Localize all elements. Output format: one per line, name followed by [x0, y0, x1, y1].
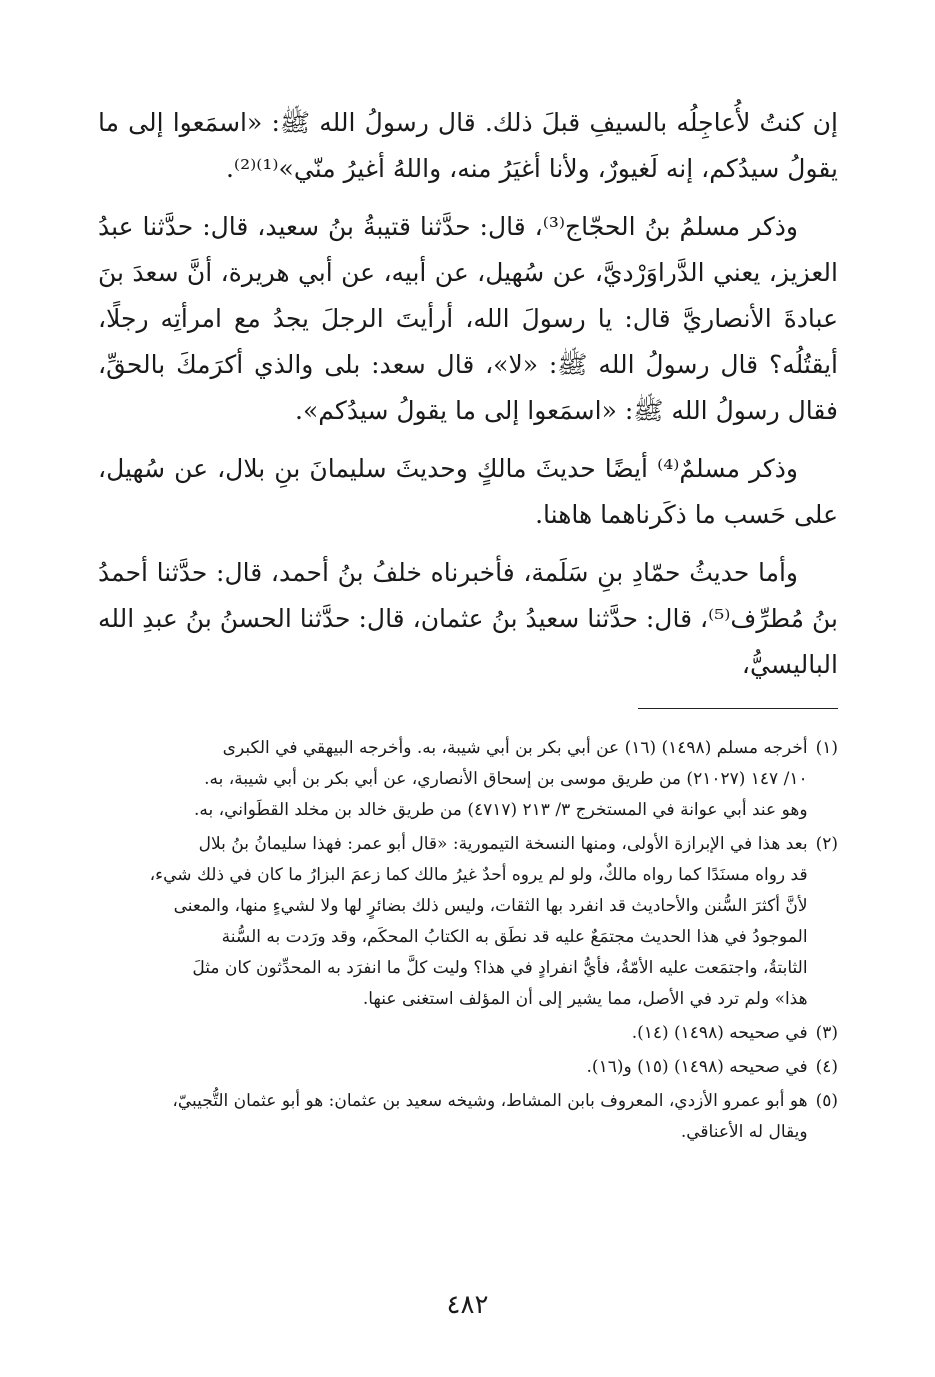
footnote-line: بعد هذا في الإبرازة الأولى، ومنها النسخة التيمورية: «قال أبو عمر: فهذا سليمانُ بنُ بلال: [198, 834, 808, 854]
footnote-line: الثابتةُ، واجتمَعت عليه الأمّةُ، فأيُّ انفرادٍ في هذا؟ وليت كلَّ ما انفرَد به المحدِّثون كان مثلَ: [192, 958, 808, 978]
paragraph-4: وأما حديثُ حمّادِ بنِ سَلَمة، فأخبرناه خلفُ بنُ أحمد، قال: حدَّثنا أحمدُ بنُ مُطرِّف⁽⁵⁾، قال: حدَّثنا سعيدُ بنُ عثمان، قال: حدَّثنا الحسنُ بنُ عبدِ الله الباليسيُّ،: [98, 558, 839, 679]
footnote-line: لأنَّ أكثرَ السُّنن والأحاديث قد انفرد بها الثقات، وليس ذلك بضائرٍ لها ولا لشيءٍ منها، والمعنى: [173, 896, 808, 916]
footnote-divider: [638, 708, 838, 709]
footnote-number: (١): [815, 738, 838, 758]
footnote-line: ١٠/ ١٤٧ (٢١٠٢٧) من طريق موسى بن إسحاق الأنصاري، عن أبي بكر بن أبي شيبة، به.: [204, 769, 808, 789]
footnote-line: في صحيحه (١٤٩٨) (١٤).: [631, 1023, 808, 1043]
footnote-body: [98, 829, 808, 1015]
footnote-4: [98, 1052, 838, 1083]
footnote-line: هو أبو عمرو الأزدي، المعروف بابن المشاط، وشيخه سعيد بن عثمان: هو أبو عثمان التُّجيبيّ،: [172, 1091, 808, 1111]
footnote-number: (٣): [815, 1023, 838, 1043]
footnote-body: [98, 733, 808, 826]
footnotes: [98, 733, 838, 1148]
footnote-body: [98, 1086, 808, 1148]
main-text: [98, 100, 838, 688]
footnote-2: [98, 829, 838, 1015]
footnote-line: هذا» ولم ترد في الأصل، مما يشير إلى أن المؤلف استغنى عنها.: [362, 989, 808, 1009]
footnote-number: (٢): [815, 834, 838, 854]
paragraph-3: وذكر مسلمٌ⁽⁴⁾ أيضًا حديثَ مالكٍ وحديثَ سليمانَ بنِ بلال، عن سُهيل، على حَسب ما ذكَرناهما هاهنا.: [98, 454, 838, 529]
footnote-line: أخرجه مسلم (١٤٩٨) (١٦) عن أبي بكر بن أبي شيبة، به. وأخرجه البيهقي في الكبرى: [222, 738, 808, 758]
footnote-body: [98, 1052, 808, 1083]
footnote-1: [98, 733, 838, 826]
page-number: ٤٨٢: [446, 1290, 489, 1320]
book-page: [98, 100, 838, 1151]
footnote-5: [98, 1086, 838, 1148]
footnote-line: وهو عند أبي عوانة في المستخرج ٣/ ٢١٣ (٤٧١٧) من طريق خالد بن مخلد القطَواني، به.: [193, 800, 808, 820]
footnote-number: (٥): [815, 1091, 838, 1111]
footnote-body: [98, 1018, 808, 1049]
footnote-line: ويقال له الأعناقي.: [680, 1122, 808, 1142]
footnote-line: في صحيحه (١٤٩٨) (١٥) و(١٦).: [586, 1057, 808, 1077]
paragraph-1: إن كنتُ لأُعاجِلُه بالسيفِ قبلَ ذلك. قال رسولُ الله ﷺ: «اسمَعوا إلى ما يقولُ سيدُكم، إنه لَغيورٌ، ولأنا أغيَرُ منه، واللهُ أغيرُ منّي»⁽¹⁾⁽²⁾.: [98, 108, 838, 183]
footnote-line: قد رواه مسنَدًا كما رواه مالكٌ، ولو لم يروه أحدٌ غيرُ مالك كما زعمَ البزارُ ما كان في ذلك شيء،: [149, 865, 808, 885]
footnote-number: (٤): [815, 1057, 838, 1077]
footnote-3: [98, 1018, 838, 1049]
footnote-line: الموجودُ في هذا الحديث مجتمَعٌ عليه قد نطَق به الكتابُ المحكَم، وقد ورَدت به السُّنة: [221, 927, 808, 947]
paragraph-2: وذكر مسلمُ بنُ الحجّاج⁽³⁾، قال: حدَّثنا قتيبةُ بنُ سعيد، قال: حدَّثنا عبدُ العزيز، يعني الدَّراوَرْديَّ، عن سُهيل، عن أبيه، عن أبي هريرة، أنَّ سعدَ بنَ عبادةَ الأنصاريَّ قال: يا رسولَ الله، أرأيتَ الرجلَ يجدُ مع امرأتِه رجلًا، أيقتُلُه؟ قال رسولُ الله ﷺ: «لا»، قال سعد: بلى والذي أكرَمكَ بالحقِّ، فقال رسولُ الله ﷺ: «اسمَعوا إلى ما يقولُ سيدُكم».: [98, 212, 838, 425]
